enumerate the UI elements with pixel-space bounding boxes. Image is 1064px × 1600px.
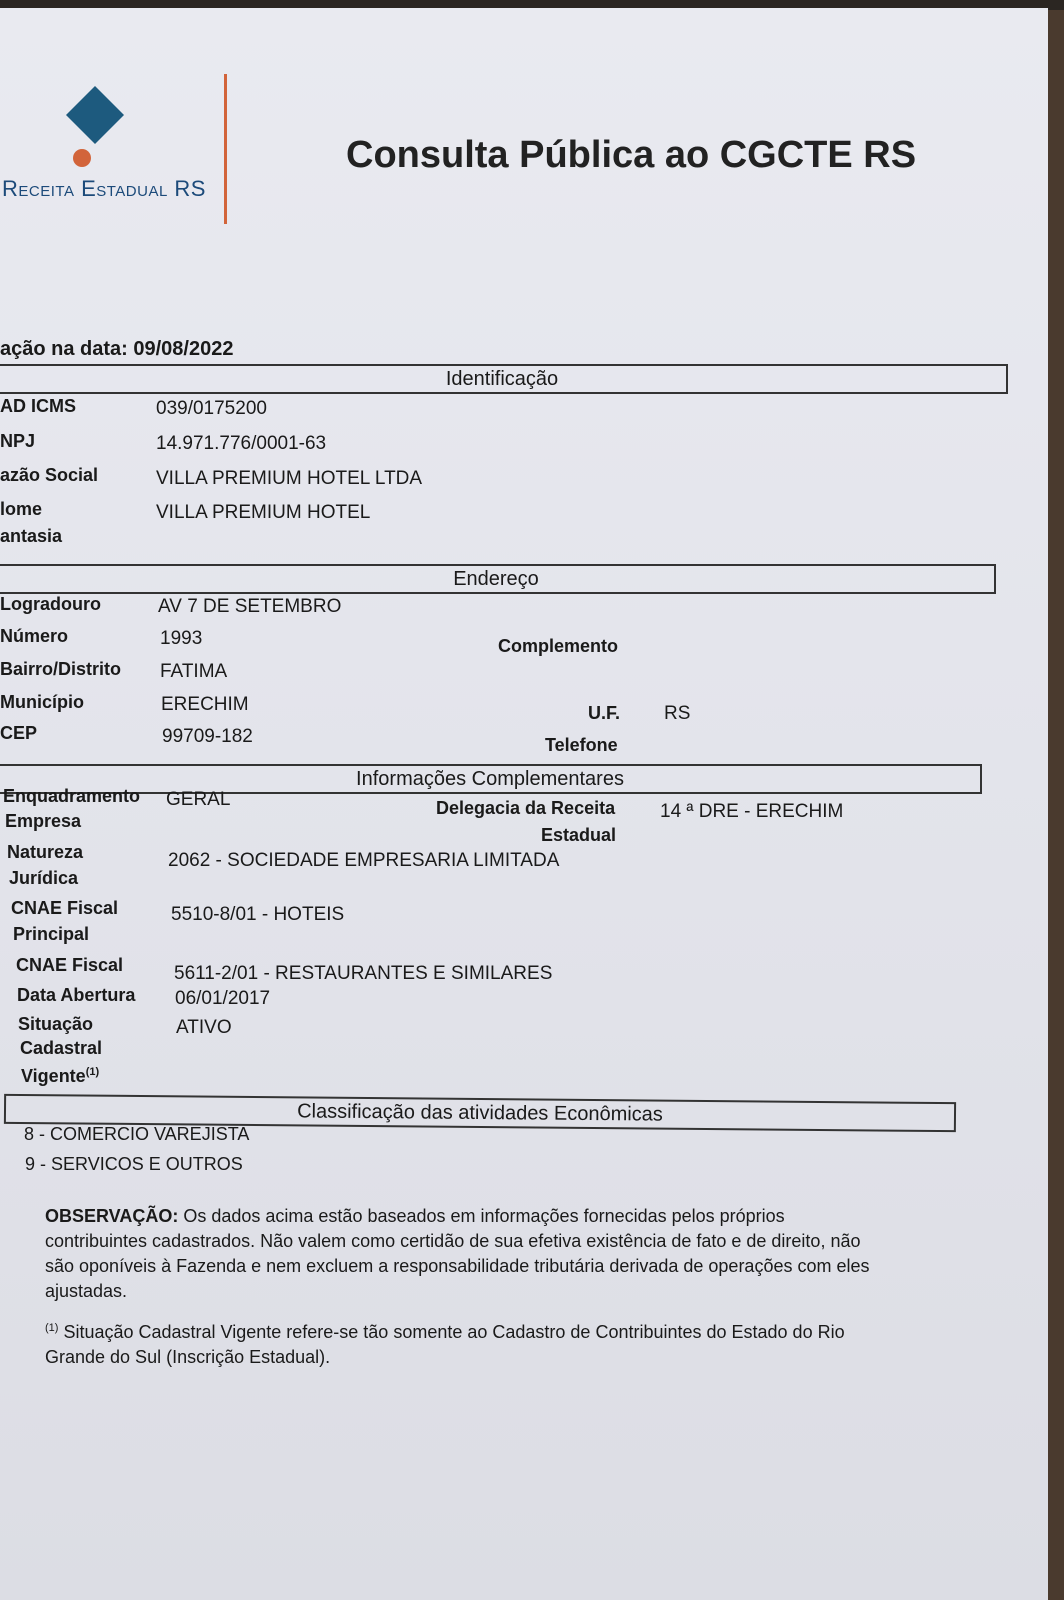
label-cnae-principal-2: Principal [13, 924, 90, 944]
section-title: Classificação das atividades Econômicas [297, 1099, 663, 1126]
document-page [0, 8, 1048, 1600]
list-item: 9 - SERVICOS E OUTROS [25, 1154, 243, 1174]
section-title: Informações Complementares [356, 767, 624, 790]
value-bairro: FATIMA [160, 661, 228, 682]
label-situacao-1: Situação [18, 1014, 94, 1034]
consultation-date: ação na data: 09/08/2022 [0, 338, 234, 360]
label-municipio: Município [0, 692, 84, 712]
label-telefone: Telefone [545, 735, 618, 755]
label-bairro: Bairro/Distrito [0, 659, 122, 679]
value-logradouro: AV 7 DE SETEMBRO [158, 596, 342, 617]
label-cep: CEP [0, 723, 38, 743]
receita-diamond-logo-icon [66, 86, 124, 144]
label-nome-fantasia-2: antasia [0, 526, 63, 546]
value-situacao: ATIVO [176, 1017, 232, 1038]
list-item: 8 - COMERCIO VAREJISTA [24, 1124, 250, 1144]
label-data-abertura: Data Abertura [17, 985, 136, 1005]
value-uf: RS [664, 703, 691, 724]
label-numero: Número [0, 626, 69, 646]
footnote-text: $^{(1)}$ Situação Cadastral Vigente refere-se tão somente ao Cadastro de Contribuintes do Estado do Rio Grande do Sul (Inscrição Estadual). [45, 1322, 845, 1367]
value-data-abertura: 06/01/2017 [175, 988, 271, 1009]
label-cnpj: NPJ [0, 431, 36, 451]
value-cnae: 5611-2/01 - RESTAURANTES E SIMILARES [174, 963, 553, 984]
value-cad-icms: 039/0175200 [156, 398, 267, 419]
label-enquadramento-1: Enquadramento [3, 786, 141, 806]
logo-separator [224, 74, 227, 224]
value-razao-social: VILLA PREMIUM HOTEL LTDA [156, 468, 423, 489]
label-uf: U.F. [588, 703, 621, 723]
value-nome-fantasia: VILLA PREMIUM HOTEL [156, 502, 371, 523]
section-endereco-header [0, 564, 996, 594]
label-delegacia-1: Delegacia da Receita [436, 798, 616, 818]
logo-text: Receita Estadual RS [2, 176, 206, 201]
value-cnae-principal: 5510-8/01 - HOTEIS [171, 904, 345, 925]
logo-orange-dot-icon [72, 148, 92, 168]
label-natureza-2: Jurídica [9, 868, 79, 888]
label-cnae: CNAE Fiscal [16, 955, 124, 975]
value-numero: 1993 [160, 628, 203, 649]
section-title: Identificação [445, 367, 559, 390]
value-enquadramento: GERAL [166, 789, 231, 810]
label-cad-icms: AD ICMS [0, 396, 76, 416]
label-situacao-3: Vigente$^{(1)}$ [21, 1066, 100, 1086]
label-natureza-1: Natureza [7, 842, 84, 862]
value-delegacia: 14 ª DRE - ERECHIM [660, 801, 844, 822]
page-title: Consulta Pública ao CGCTE RS [346, 134, 917, 176]
value-cep: 99709-182 [162, 726, 253, 747]
label-nome-fantasia-1: lome [0, 499, 43, 519]
value-natureza: 2062 - SOCIEDADE EMPRESARIA LIMITADA [168, 850, 560, 871]
label-situacao-2: Cadastral [20, 1038, 103, 1058]
value-cnpj: 14.971.776/0001-63 [156, 433, 327, 454]
value-municipio: ERECHIM [161, 694, 249, 715]
label-enquadramento-2: Empresa [5, 811, 82, 831]
section-title: Endereço [453, 567, 539, 590]
section-info-header [0, 764, 982, 794]
label-logradouro: Logradouro [0, 594, 101, 614]
label-razao-social: azão Social [0, 465, 99, 485]
label-cnae-principal-1: CNAE Fiscal [11, 898, 119, 918]
label-complemento: Complemento [498, 636, 619, 656]
label-delegacia-2: Estadual [541, 825, 617, 845]
section-identificacao-header [0, 364, 1008, 394]
observation-text: OBSERVAÇÃO: Os dados acima estão baseados em informações fornecidas pelos próprios contribuintes cadastrados. Não valem como certidão de sua efetiva existência de fato e de direito, não são oponíveis à Fazenda e nem excluem a responsabilidade tributária derivada de operações com eles ajustadas. [45, 1206, 870, 1301]
